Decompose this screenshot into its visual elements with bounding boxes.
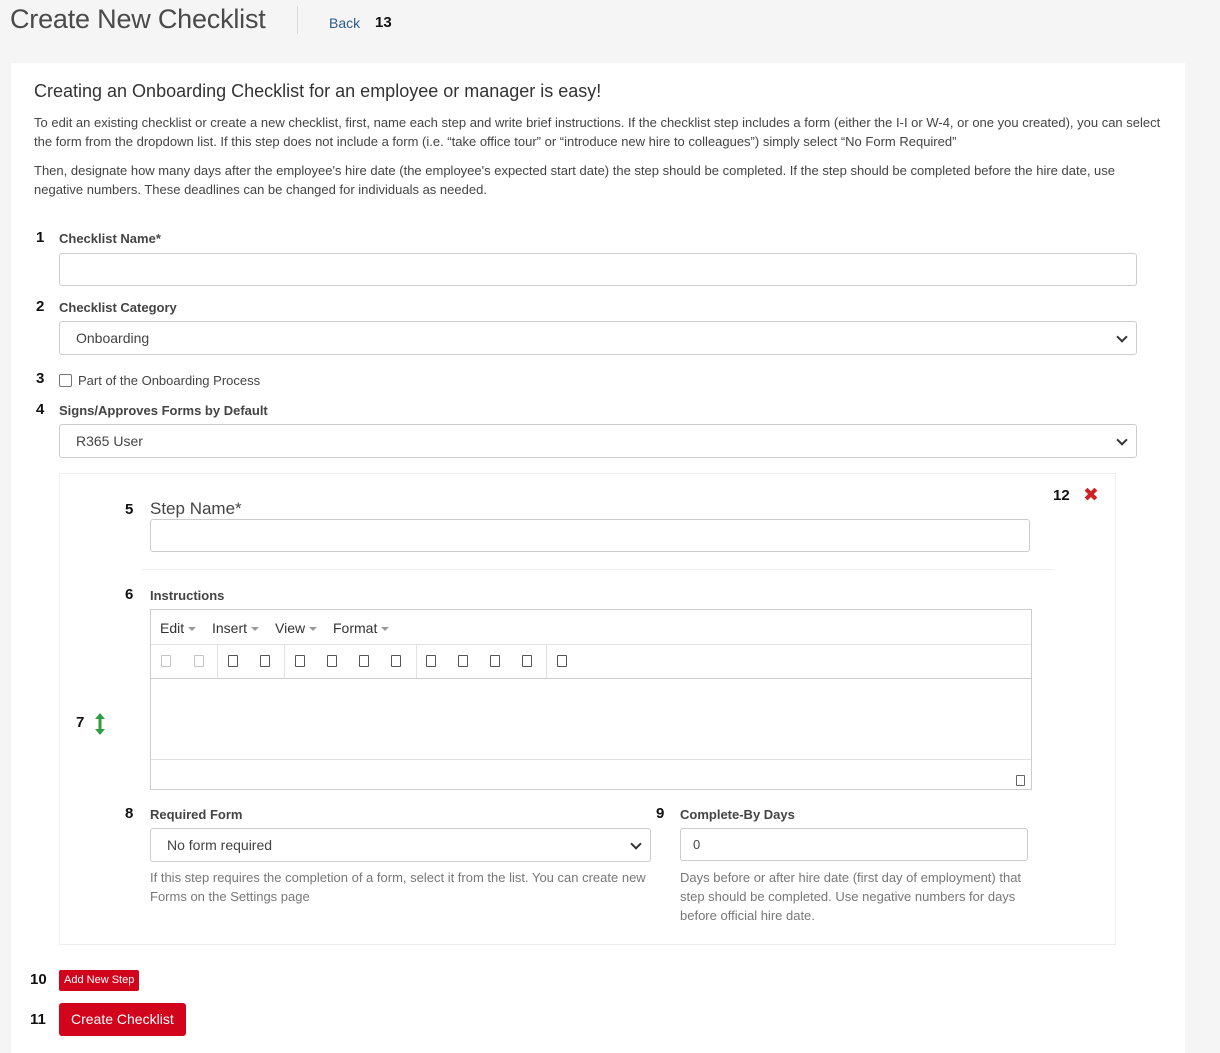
intro-heading: Creating an Onboarding Checklist for an employee or manager is easy! (34, 81, 602, 101)
required-form-label: Required Form (150, 807, 243, 822)
signs-approves-label: Signs/Approves Forms by Default (59, 403, 268, 418)
redo-icon[interactable] (194, 655, 204, 667)
marker-12: 12 (1053, 487, 1070, 504)
header-divider (297, 6, 298, 34)
main-panel (11, 63, 1185, 1053)
checklist-name-input[interactable] (59, 253, 1137, 286)
marker-11: 11 (30, 1011, 46, 1028)
marker-5: 5 (125, 501, 134, 518)
step-card (59, 473, 1116, 945)
toolbar-separator (416, 645, 417, 678)
step-name-input[interactable] (150, 519, 1030, 552)
menu-edit-label: Edit (160, 620, 185, 636)
step-name-label: Step Name* (150, 499, 242, 518)
intro-paragraph-2: Then, designate how many days after the employee's hire date (the employee's expected start date) the step should be completed. If the step should be completed before the hire date, use negative numbers. These deadlines can be changed for individuals as needed. (34, 163, 1116, 197)
marker-13: 13 (375, 14, 392, 31)
onboarding-process-label: Part of the Onboarding Process (78, 373, 261, 388)
menu-view[interactable] (275, 620, 317, 636)
checklist-name-label: Checklist Name* (59, 231, 161, 246)
instructions-editor (150, 609, 1032, 790)
page-title: Create New Checklist (10, 4, 266, 34)
complete-by-days-help: Days before or after hire date (first day of employment) that step should be completed. Use negative numbers for days before official hire date. (680, 870, 1022, 923)
checklist-category-label: Checklist Category (59, 300, 177, 315)
editor-toolbar (151, 645, 1031, 679)
caret-down-icon (381, 627, 389, 631)
caret-down-icon (309, 627, 317, 631)
create-checklist-button[interactable]: Create Checklist (59, 1003, 186, 1036)
toolbar-separator (546, 645, 547, 678)
editor-statusbar (151, 761, 1031, 789)
instructions-label: Instructions (150, 588, 225, 603)
page-header (10, 0, 610, 42)
menu-edit[interactable] (160, 620, 196, 636)
instructions-editor-body[interactable] (151, 680, 1031, 760)
chevron-down-icon (1116, 331, 1127, 342)
intro-paragraph-1: To edit an existing checklist or create a new checklist, first, name each step and write brief instructions. If the checklist step includes a form (either the I-I or W-4, or one you created), you can select the form from the dropdown list. If this step does not include a form (i.e. “take office tour” or “introduce new hire to colleagues”) simply select “No Form Required” (34, 115, 1161, 149)
align-justify-icon[interactable] (391, 655, 401, 667)
menu-insert[interactable] (212, 620, 259, 636)
marker-1: 1 (36, 229, 45, 246)
vertical-resize-icon[interactable] (94, 712, 106, 736)
add-new-step-button[interactable]: Add New Step (59, 970, 139, 991)
undo-icon[interactable] (161, 655, 171, 667)
signs-approves-select[interactable] (59, 424, 1137, 458)
caret-down-icon (251, 627, 259, 631)
onboarding-process-checkbox[interactable] (59, 374, 72, 387)
required-form-value: No form required (167, 837, 273, 853)
editor-resize-icon[interactable] (1016, 775, 1025, 786)
chevron-down-icon (630, 838, 641, 849)
back-link[interactable]: Back (329, 15, 361, 31)
align-right-icon[interactable] (359, 655, 369, 667)
marker-2: 2 (36, 298, 45, 315)
required-form-help: If this step requires the completion of a form, select it from the list. You can create new Forms on the Settings page (150, 870, 646, 904)
marker-3: 3 (36, 370, 45, 387)
toolbar-separator (217, 645, 218, 678)
marker-9: 9 (656, 805, 665, 822)
step-divider (142, 569, 1054, 570)
signs-approves-value: R365 User (76, 433, 143, 449)
editor-menubar (151, 610, 1031, 645)
link-icon[interactable] (557, 655, 567, 667)
chevron-down-icon (1116, 434, 1127, 445)
numbered-list-icon[interactable] (458, 655, 468, 667)
bullet-list-icon[interactable] (426, 655, 436, 667)
complete-by-days-label: Complete-By Days (680, 807, 795, 822)
caret-down-icon (188, 627, 196, 631)
marker-7: 7 (76, 714, 85, 731)
marker-10: 10 (30, 971, 47, 988)
menu-insert-label: Insert (212, 620, 248, 636)
checklist-category-value: Onboarding (76, 330, 150, 346)
marker-6: 6 (125, 586, 134, 603)
indent-icon[interactable] (522, 655, 532, 667)
menu-format-label: Format (333, 620, 378, 636)
marker-8: 8 (125, 805, 134, 822)
bold-icon[interactable] (228, 655, 238, 667)
italic-icon[interactable] (260, 655, 270, 667)
toolbar-separator (284, 645, 285, 678)
marker-4: 4 (36, 401, 45, 418)
align-left-icon[interactable] (295, 655, 305, 667)
complete-by-days-input[interactable]: 0 (680, 828, 1028, 861)
menu-view-label: View (275, 620, 306, 636)
required-form-select[interactable] (150, 828, 651, 862)
close-icon[interactable]: ✖ (1083, 485, 1099, 506)
menu-format[interactable] (333, 620, 389, 636)
align-center-icon[interactable] (327, 655, 337, 667)
outdent-icon[interactable] (490, 655, 500, 667)
checklist-category-select[interactable] (59, 321, 1137, 355)
